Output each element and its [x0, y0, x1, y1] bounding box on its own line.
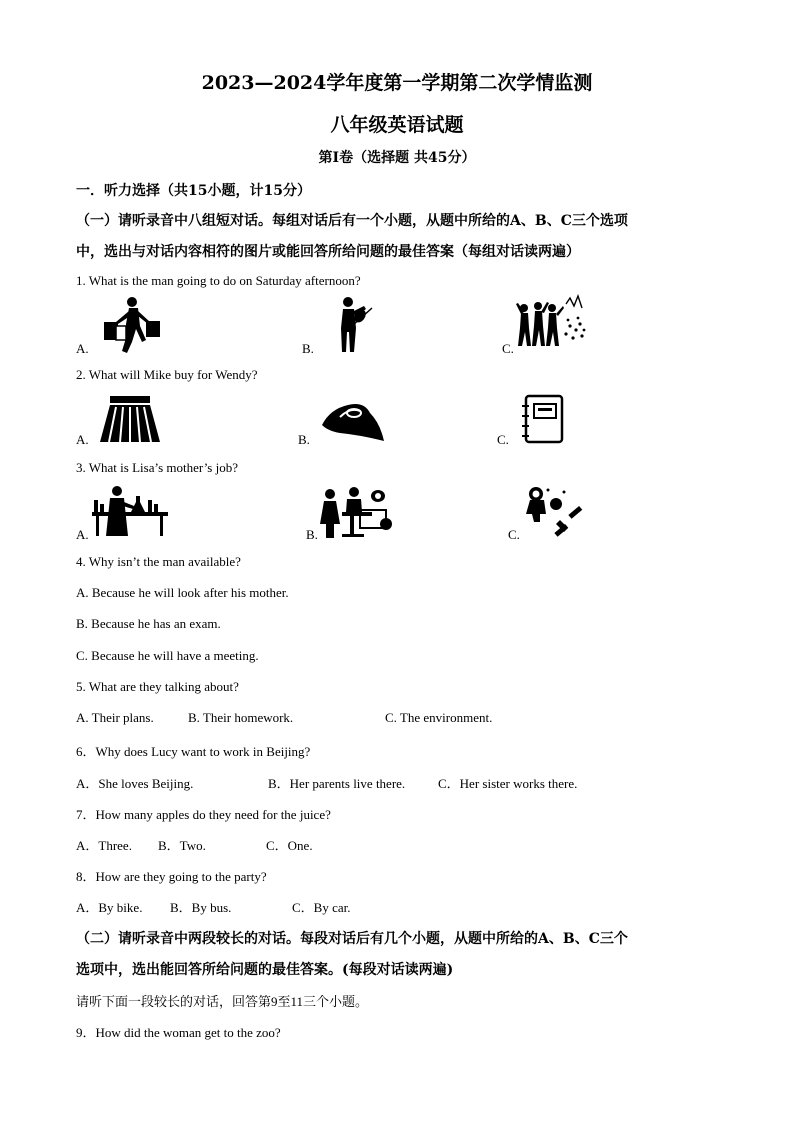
question-2: 2. What will Mike buy for Wendy?: [76, 367, 258, 382]
hat-icon: [320, 395, 386, 445]
question-1: 1. What is the man going to do on Saturday afternoon?: [76, 273, 361, 288]
exam-title: 2023—2024学年度第一学期第二次学情监测: [201, 72, 593, 94]
q3-option-a: A.: [76, 527, 89, 542]
section-heading: 一．听力选择（共15小题，计15分）: [76, 183, 311, 199]
q6-option-c: C．Her sister works there.: [438, 776, 578, 791]
volume-label: 第Ⅰ卷（选择题 共45分）: [318, 150, 476, 166]
part2-instruction-line1: （二）请听录音中两段较长的对话。每段对话后有几个小题，从题中所给的A、B、C三个: [76, 931, 628, 947]
q3-option-c: C.: [508, 527, 520, 542]
q1-option-a: A.: [76, 341, 89, 356]
teacher-icon: [320, 484, 396, 540]
part1-instruction-line2: 中，选出与对话内容相符的图片或能回答所给问题的最佳答案（每组对话读两遍）: [76, 244, 580, 260]
q2-option-b: B.: [298, 432, 310, 447]
q4-option-b: B. Because he has an exam.: [76, 616, 221, 631]
q3-option-b: B.: [306, 527, 318, 542]
exam-subtitle: 八年级英语试题: [330, 114, 464, 136]
q2-option-a: A.: [76, 432, 89, 447]
q4-option-a: A. Because he will look after his mother.: [76, 585, 289, 600]
q1-option-c: C.: [502, 341, 514, 356]
question-8: 8．How are they going to the party?: [76, 869, 267, 884]
q7-option-c: C．One.: [266, 838, 313, 853]
q7-option-a: A．Three.: [76, 838, 132, 853]
scientist-icon: [90, 486, 170, 538]
skirt-icon: [100, 396, 160, 444]
question-3: 3. What is Lisa’s mother’s job?: [76, 460, 238, 475]
part2-instruction-line2: 选项中，选出能回答所给问题的最佳答案。(每段对话读两遍): [76, 962, 454, 978]
q2-option-c: C.: [497, 432, 509, 447]
question-5: 5. What are they talking about?: [76, 679, 239, 694]
q1-option-b: B.: [302, 341, 314, 356]
question-7: 7．How many apples do they need for the juice?: [76, 807, 331, 822]
q6-option-b: B．Her parents live there.: [268, 776, 406, 791]
astronaut-icon: [524, 484, 586, 540]
question-9: 9．How did the woman get to the zoo?: [76, 1025, 281, 1040]
part1-instruction-line1: （一）请听录音中八组短对话。每组对话后有一个小题，从题中所给的A、B、C三个选项: [76, 213, 628, 229]
q5-option-b: B. Their homework.: [188, 710, 294, 725]
question-6: 6．Why does Lucy want to work in Beijing?: [76, 744, 311, 759]
listening-instruction: 请听下面一段较长的对话，回答第9至11三个小题。: [76, 994, 369, 1009]
q6-option-a: A．She loves Beijing.: [76, 776, 194, 791]
q5-option-c: C. The environment.: [385, 710, 493, 725]
q8-option-c: C．By car.: [292, 900, 351, 915]
q4-option-c: C. Because he will have a meeting.: [76, 648, 259, 663]
q8-option-a: A．By bike.: [76, 900, 143, 915]
notebook-icon: [520, 394, 566, 444]
violin-icon: [334, 296, 374, 354]
q5-option-a: A. Their plans.: [76, 710, 154, 725]
shopping-icon: [96, 296, 164, 354]
q8-option-b: B．By bus.: [170, 900, 232, 915]
question-4: 4. Why isn’t the man available?: [76, 554, 241, 569]
dancing-icon: [516, 294, 586, 352]
q7-option-b: B．Two.: [158, 838, 206, 853]
